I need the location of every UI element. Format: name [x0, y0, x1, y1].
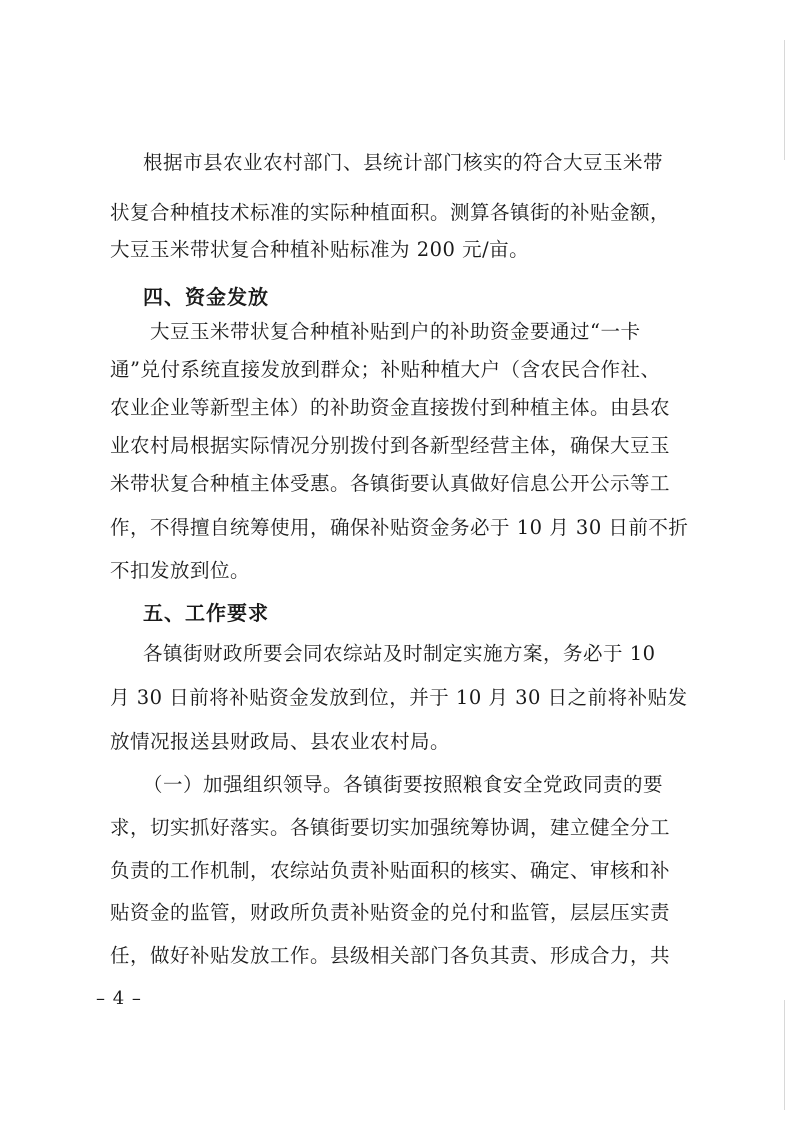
paragraph-line: 业农村局根据实际情况分别拨付到各新型经营主体，确保大豆玉 [110, 434, 671, 457]
paragraph-line: 放情况报送县财政局、县农业农村局。 [110, 730, 451, 753]
paragraph-line: 根据市县农业农村部门、县统计部门核实的符合大豆玉米带 [143, 151, 664, 174]
paragraph-line: 求，切实抓好落实。各镇街要切实加强统筹协调，建立健全分工 [110, 816, 671, 839]
section-heading-funds: 四、资金发放 [143, 285, 269, 309]
paragraph-line: 不扣发放到位。 [110, 559, 251, 582]
paragraph-line: 贴资金的监管，财政所负责补贴资金的兑付和监管，层层压实责 [110, 901, 671, 924]
paragraph-line: （一）加强组织领导。各镇街要按照粮食安全党政同责的要 [143, 773, 664, 796]
paragraph-line: 农业企业等新型主体）的补助资金直接拨付到种植主体。由县农 [110, 396, 671, 419]
paragraph-line: 各镇街财政所要会同农综站及时制定实施方案，务必于 10 [143, 642, 656, 665]
section-heading-requirements: 五、工作要求 [143, 601, 269, 625]
paragraph-line: 通”兑付系统直接发放到群众；补贴种植大户（含农民合作社、 [110, 358, 661, 381]
paragraph-line: 大豆玉米带状复合种植补贴到户的补助资金要通过“一卡 [150, 320, 641, 343]
paragraph-line: 月 30 日前将补贴资金发放到位，并于 10 月 30 日之前将补贴发 [110, 686, 688, 709]
paragraph-line: 大豆玉米带状复合种植补贴标准为 200 元/亩。 [110, 238, 530, 261]
scan-edge-mark [784, 1000, 785, 1110]
paragraph-line: 负责的工作机制，农综站负责补贴面积的核实、确定、审核和补 [110, 859, 671, 882]
paragraph-line: 米带状复合种植主体受惠。各镇街要认真做好信息公开公示等工 [110, 472, 671, 495]
paragraph-line: 状复合种植技术标准的实际种植面积。测算各镇街的补贴金额， [110, 201, 671, 224]
paragraph-line: 作，不得擅自统筹使用，确保补贴资金务必于 10 月 30 日前不折 [110, 516, 689, 539]
scan-edge-mark [784, 40, 785, 160]
paragraph-line: 任，做好补贴发放工作。县级相关部门各负其责、形成合力，共 [110, 944, 671, 967]
page-number: – 4 – [96, 988, 142, 1009]
